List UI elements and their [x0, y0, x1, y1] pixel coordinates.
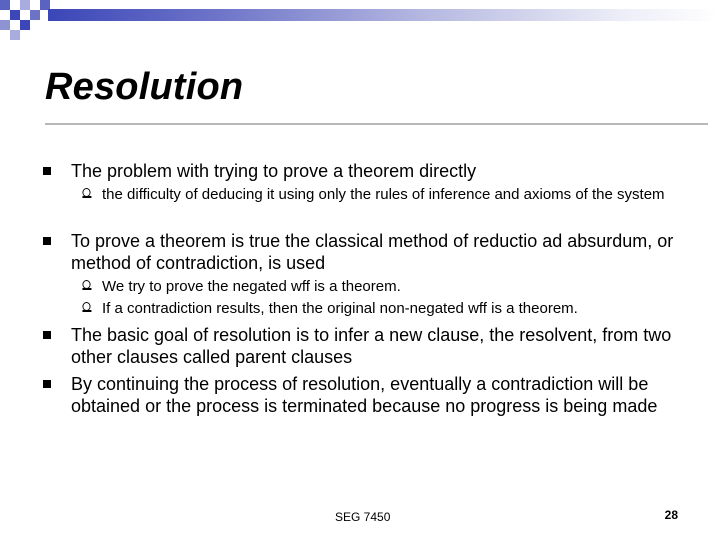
footer-course-label: SEG 7450 — [335, 510, 391, 524]
bullet-text: To prove a theorem is true the classical method of reductio ad absurdum, or method of contradiction, is used — [71, 231, 674, 273]
header-gradient-bar — [48, 9, 720, 21]
title-divider — [45, 123, 708, 125]
page-number: 28 — [664, 508, 678, 522]
square-bullet-icon — [43, 237, 51, 245]
hollow-bullet-icon — [82, 188, 90, 197]
bullet-3 — [71, 324, 701, 368]
hollow-bullet-icon — [82, 302, 90, 311]
sub-bullet-1-1 — [102, 185, 702, 205]
square-bullet-icon — [43, 331, 51, 339]
bullet-2 — [71, 230, 701, 274]
bullet-text: The basic goal of resolution is to infer a new clause, the resolvent, from two other clauses called parent clauses — [71, 325, 672, 367]
bullet-text: The problem with trying to prove a theorem directly — [71, 161, 477, 181]
slide-title: Resolution — [45, 66, 244, 108]
bullet-4 — [71, 373, 701, 417]
hollow-bullet-icon — [82, 280, 90, 289]
square-bullet-icon — [43, 380, 51, 388]
sub-bullet-2-1 — [102, 277, 702, 297]
sub-bullet-2-2 — [102, 299, 702, 319]
corner-checker-decoration — [0, 0, 60, 50]
sub-bullet-text: We try to prove the negated wff is a theorem. — [102, 278, 401, 295]
sub-bullet-text: If a contradiction results, then the original non-negated wff is a theorem. — [102, 300, 578, 317]
bullet-text: By continuing the process of resolution, eventually a contradiction will be obtained or the process is terminated because no progress is being made — [71, 374, 658, 416]
square-bullet-icon — [43, 167, 51, 175]
bullet-1 — [71, 160, 701, 182]
sub-bullet-text: the difficulty of deducing it using only the rules of inference and axioms of the system — [102, 186, 665, 203]
